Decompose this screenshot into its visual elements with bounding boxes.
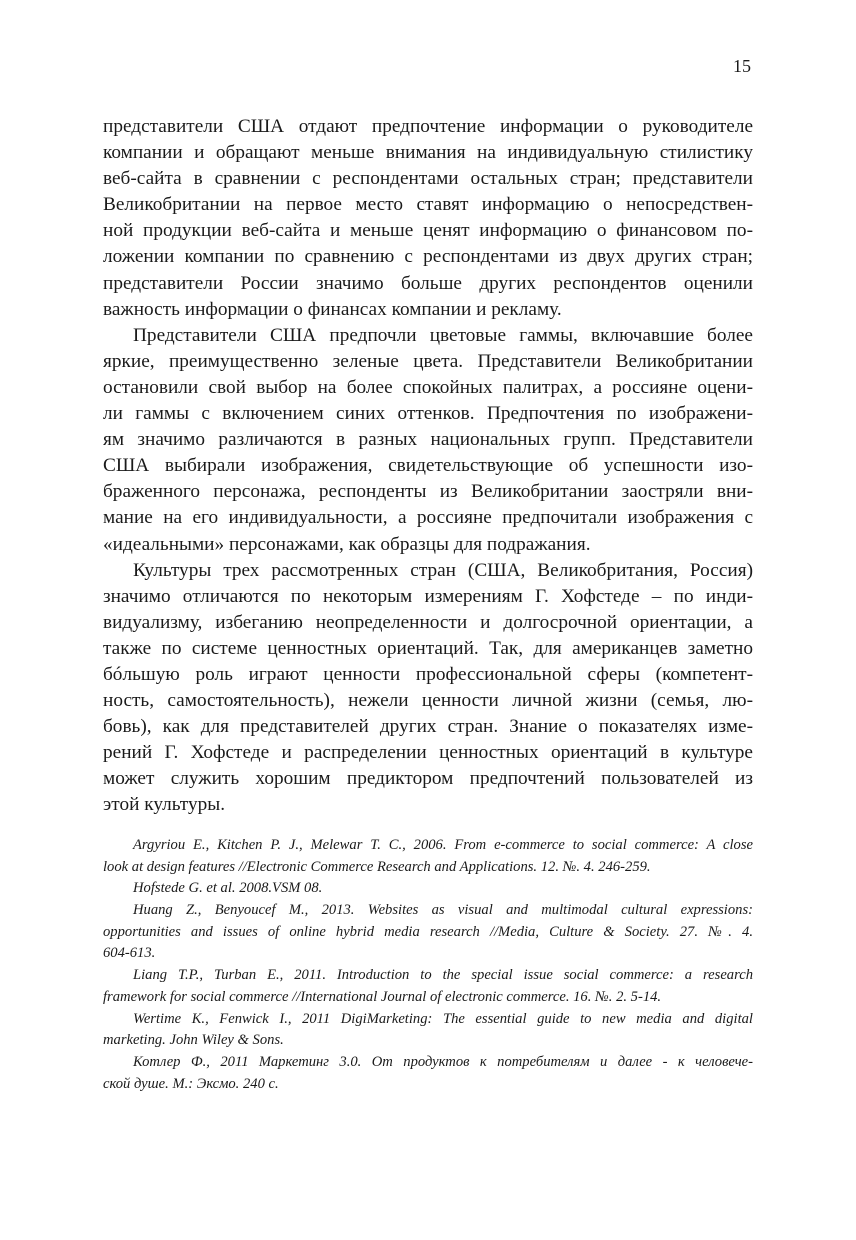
references-list [103, 835, 753, 1095]
text-line: opportunities and issues of online hybrid media research //Media, Culture & Society. 27. №. 4. [103, 923, 753, 940]
body-text [103, 114, 753, 819]
paragraph [103, 323, 753, 558]
text-line: ли гаммы с включением синих оттенков. Предпочтения по изображени- [103, 403, 753, 425]
reference-entry [103, 900, 753, 965]
text-line: веб-сайта в сравнении с респондентами остальных стран; представители [103, 168, 753, 190]
text-line: рений Г. Хофстеде и распределении ценностных ориентаций в культуре [103, 742, 753, 764]
text-line: важность информации о финансах компании и рекламу. [103, 298, 562, 320]
paragraph [103, 114, 753, 323]
text-line: США выбирали изображения, свидетельствующие об успешности изо- [103, 455, 753, 477]
text-line: Hofstede G. et al. 2008.VSM 08. [133, 880, 323, 897]
text-line: look at design features //Electronic Commerce Research and Applications. 12. №. 4. 246-259. [103, 858, 651, 875]
text-line: Культуры трех рассмотренных стран (США, Великобритания, Россия) [133, 559, 753, 581]
text-line: также по системе ценностных ориентаций. Так, для американцев заметно [103, 637, 753, 659]
text-line: Huang Z., Benyoucef M., 2013. Websites as visual and multimodal cultural expressions: [133, 902, 753, 919]
text-line: framework for social commerce //International Journal of electronic commerce. 16. №. 2. 5-14. [103, 988, 662, 1005]
text-line: яркие, преимущественно зеленые цвета. Представители Великобритании [103, 350, 753, 372]
text-line: Великобритании на первое место ставят информацию о непосредствен- [103, 194, 753, 216]
text-line: ской душе. М.: Эксмо. 240 с. [103, 1075, 279, 1092]
text-line: Котлер Ф., 2011 Маркетинг 3.0. От продуктов к потребителям и далее - к человече- [133, 1053, 753, 1070]
text-line: ность, самостоятельность), нежели ценности личной жизни (семья, лю- [103, 690, 753, 712]
text-line: представители России значимо больше других респондентов оценили [103, 272, 753, 294]
reference-entry [103, 965, 753, 1008]
text-line: Wertime K., Fenwick I., 2011 DigiMarketing: The essential guide to new media and digital [133, 1010, 753, 1027]
text-line: мание на его индивидуальности, а россияне предпочитали изображения с [103, 507, 753, 529]
text-line: Liang T.P., Turban E., 2011. Introduction to the special issue social commerce: a research [133, 967, 753, 984]
text-line: Argyriou E., Kitchen P. J., Melewar T. C., 2006. From e-commerce to social commerce: A close [133, 837, 753, 853]
text-line: ной продукции веб-сайта и меньше ценят информацию о финансовом по- [103, 220, 753, 242]
reference-entry [103, 878, 753, 900]
text-line: бóльшую роль играют ценности профессиональной сферы (компетент- [103, 663, 753, 685]
text-line: браженного персонажа, респонденты из Великобритании заостряли вни- [103, 481, 753, 503]
text-line: ложении компании по сравнению с респондентами из двух других стран; [103, 246, 753, 268]
text-line: 604-613. [103, 945, 156, 962]
text-line: остановили свой выбор на более спокойных палитрах, а россияне оцени- [103, 376, 753, 398]
text-line: компании и обращают меньше внимания на индивидуальную стилистику [103, 142, 753, 164]
text-line: marketing. John Wiley & Sons. [103, 1032, 284, 1049]
text-line: может служить хорошим предиктором предпочтений пользователей из [103, 768, 753, 790]
text-line: Представители США предпочли цветовые гаммы, включавшие более [133, 324, 753, 346]
text-line: ям значимо различаются в разных национальных групп. Представители [103, 429, 753, 451]
text-line: видуализму, избеганию неопределенности и долгосрочной ориентации, а [103, 611, 753, 633]
reference-entry [103, 835, 753, 878]
page-number: 15 [733, 56, 751, 76]
text-line: «идеальными» персонажами, как образцы для подражания. [103, 533, 591, 555]
text-line: значимо отличаются по некоторым измерениям Г. Хофстеде – по инди- [103, 585, 753, 607]
reference-entry [103, 1009, 753, 1052]
reference-entry [103, 1052, 753, 1095]
text-line: этой культуры. [103, 794, 226, 816]
paragraph [103, 558, 753, 819]
text-line: представители США отдают предпочтение информации о руководителе [103, 116, 753, 137]
text-line: бовь), как для представителей других стран. Знание о показателях изме- [103, 716, 753, 738]
